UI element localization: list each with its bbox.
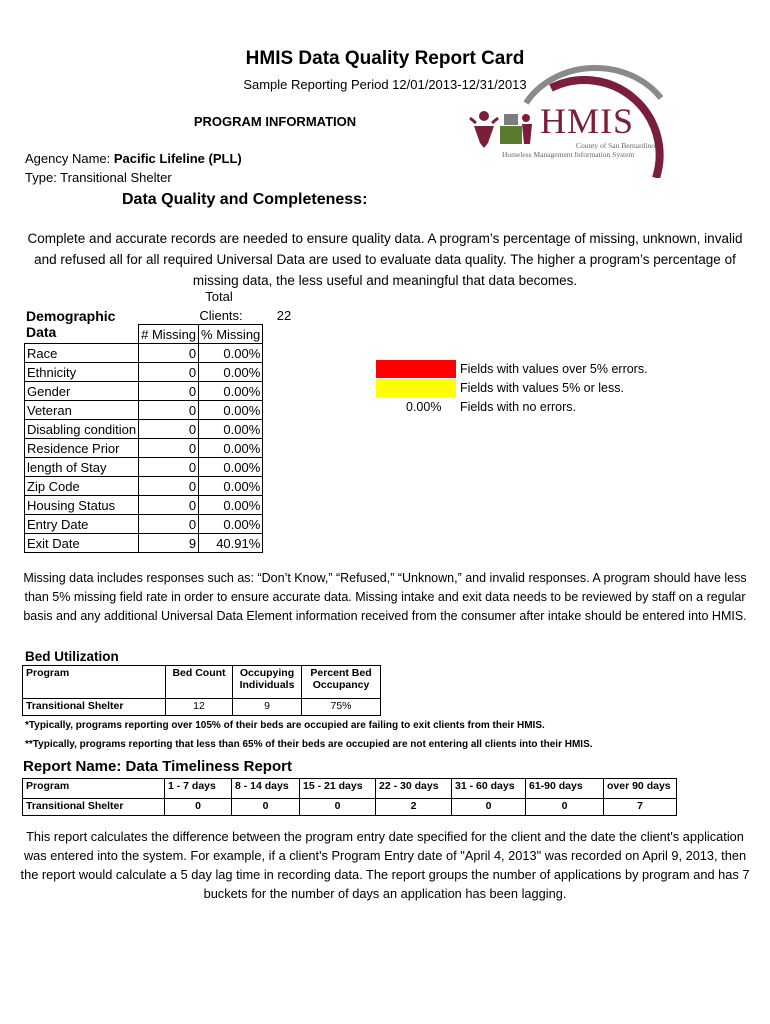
row-pct: 0.00%	[199, 363, 263, 382]
bed-occupying: 9	[233, 699, 302, 716]
tl-val-15-21: 0	[300, 799, 376, 816]
tl-val-over-90: 7	[604, 799, 677, 816]
row-label: Gender	[25, 382, 139, 401]
row-label: length of Stay	[25, 458, 139, 477]
bed-utilization-table	[22, 665, 381, 716]
col-pct-header: % Missing	[199, 325, 263, 344]
logo-county: County of San Bernardino	[576, 141, 655, 150]
logo-acronym: HMIS	[540, 101, 635, 141]
logo-person-body	[474, 126, 494, 148]
timeliness-description: This report calculates the difference between the program entry date specified for the client and the date the client's application was entered into the system. For example, if a client's Program Entry date of "April 4, 2013" was recorded on April 9, 2013, then the report would calculate a 5 day lag time in recording data. The report groups the number of applications by program and has 7 buckets for the number of days an application has been lagging.	[20, 829, 750, 901]
report-title: HMIS Data Quality Report Card	[245, 48, 525, 69]
demographic-header-blank	[25, 325, 139, 344]
bed-note-under: **Typically, programs reporting that less than 65% of their beds are occupied are not entering all clients into their HMIS.	[25, 739, 593, 750]
tl-col-over-90: over 90 days	[604, 779, 677, 799]
row-label: Disabling condition	[25, 420, 139, 439]
row-missing: 0	[139, 420, 199, 439]
tl-col-15-21: 15 - 21 days	[300, 779, 376, 799]
program-information-label: PROGRAM INFORMATION	[193, 114, 357, 129]
row-label: Ethnicity	[25, 363, 139, 382]
row-missing: 9	[139, 534, 199, 553]
row-missing: 0	[139, 477, 199, 496]
tl-val-31-60: 0	[452, 799, 526, 816]
logo-system-name: Homeless Management Information System	[502, 150, 635, 159]
legend-zero-text: Fields with no errors.	[460, 400, 577, 414]
tl-val-1-7: 0	[165, 799, 232, 816]
table-row	[25, 534, 263, 553]
legend-yellow-row	[376, 379, 676, 397]
table-row	[25, 496, 263, 515]
timeliness-table	[22, 778, 677, 816]
demographic-table	[24, 324, 263, 553]
row-label: Veteran	[25, 401, 139, 420]
legend-yellow-text: Fields with values 5% or less.	[460, 381, 624, 395]
table-row	[23, 699, 381, 716]
row-missing: 0	[139, 382, 199, 401]
agency-name: Pacific Lifeline (PLL)	[113, 151, 242, 166]
timeliness-header-row	[23, 779, 677, 799]
tl-col-8-14: 8 - 14 days	[232, 779, 300, 799]
row-pct: 0.00%	[199, 515, 263, 534]
tl-program: Transitional Shelter	[23, 799, 165, 816]
logo-person2-head	[522, 114, 530, 122]
logo-desk	[500, 126, 522, 144]
demographic-heading: Demographic Data	[26, 308, 116, 340]
reporting-period: Sample Reporting Period 12/01/2013-12/31/2013	[243, 77, 527, 92]
legend-red-swatch	[376, 360, 456, 378]
row-pct: 0.00%	[199, 420, 263, 439]
tl-col-1-7: 1 - 7 days	[165, 779, 232, 799]
bed-note-over: *Typically, programs reporting over 105% of their beds are occupied are failing to exit clients from their HMIS.	[25, 720, 545, 731]
logo-person-head	[479, 111, 489, 121]
legend-zero-row	[376, 398, 676, 416]
row-pct: 0.00%	[199, 382, 263, 401]
agency-label: Agency Name:	[25, 151, 114, 166]
missing-data-note: Missing data includes responses such as: “Don’t Know,” “Refused,” “Unknown,” and invalid responses. A program should have less than 5% missing field rate in order to ensure accurate data. Missing intake and exit data needs to be reviewed by staff on a regular basis and any additional Universal Data Element information received from the consumer after intake should be entered into HMIS.	[23, 571, 747, 623]
row-label: Entry Date	[25, 515, 139, 534]
legend-yellow-swatch	[376, 379, 456, 397]
bed-col-program: Program	[23, 666, 166, 699]
table-row	[25, 382, 263, 401]
bed-col-percent: Percent Bed Occupancy	[302, 666, 381, 699]
table-row	[25, 363, 263, 382]
row-missing: 0	[139, 515, 199, 534]
data-quality-heading: Data Quality and Completeness:	[122, 191, 368, 208]
bed-count: 12	[166, 699, 233, 716]
tl-val-8-14: 0	[232, 799, 300, 816]
row-missing: 0	[139, 401, 199, 420]
bed-program: Transitional Shelter	[23, 699, 166, 716]
program-type: Type: Transitional Shelter	[25, 170, 172, 185]
col-missing-header: # Missing	[139, 325, 199, 344]
row-pct: 40.91%	[199, 534, 263, 553]
bed-col-count: Bed Count	[166, 666, 233, 699]
tl-val-22-30: 2	[376, 799, 452, 816]
row-missing: 0	[139, 458, 199, 477]
row-pct: 0.00%	[199, 344, 263, 363]
tl-col-61-90: 61-90 days	[526, 779, 604, 799]
demographic-header-row	[25, 325, 263, 344]
row-label: Race	[25, 344, 139, 363]
tl-col-22-30: 22 - 30 days	[376, 779, 452, 799]
logo-arc-gray	[526, 68, 661, 103]
tl-val-61-90: 0	[526, 799, 604, 816]
clients-value: 22	[276, 308, 292, 323]
data-quality-intro: Complete and accurate records are needed to ensure quality data. A program’s percentage of missing, unknown, invalid and refused all for all required Universal Data are used to evaluate data quality. The higher a program’s percentage of missing data, the less useful and meaningful that data becomes.	[27, 231, 743, 288]
bed-header-row	[23, 666, 381, 699]
bed-col-occupying: Occupying Individuals	[233, 666, 302, 699]
row-pct: 0.00%	[199, 458, 263, 477]
table-row	[25, 344, 263, 363]
row-pct: 0.00%	[199, 439, 263, 458]
row-missing: 0	[139, 496, 199, 515]
clients-label: Clients:	[199, 308, 243, 323]
agency-line	[25, 151, 242, 166]
hmis-logo	[466, 48, 676, 178]
legend-red-row	[376, 360, 676, 378]
tl-col-31-60: 31 - 60 days	[452, 779, 526, 799]
table-row	[25, 439, 263, 458]
total-label: Total	[205, 289, 233, 304]
table-row	[25, 477, 263, 496]
row-label: Exit Date	[25, 534, 139, 553]
row-pct: 0.00%	[199, 496, 263, 515]
bed-percent: 75%	[302, 699, 381, 716]
legend-zero-pct: 0.00%	[406, 400, 442, 414]
table-row	[25, 458, 263, 477]
tl-col-program: Program	[23, 779, 165, 799]
row-label: Zip Code	[25, 477, 139, 496]
row-missing: 0	[139, 344, 199, 363]
bed-utilization-heading: Bed Utilization	[25, 649, 119, 664]
logo-computer	[504, 114, 518, 125]
table-row	[25, 420, 263, 439]
row-pct: 0.00%	[199, 477, 263, 496]
table-row	[23, 799, 677, 816]
timeliness-heading: Report Name: Data Timeliness Report	[23, 758, 292, 775]
row-missing: 0	[139, 363, 199, 382]
table-row	[25, 401, 263, 420]
logo-person2-body	[522, 124, 532, 144]
row-pct: 0.00%	[199, 401, 263, 420]
row-label: Residence Prior	[25, 439, 139, 458]
legend-red-text: Fields with values over 5% errors.	[460, 362, 648, 376]
row-label: Housing Status	[25, 496, 139, 515]
row-missing: 0	[139, 439, 199, 458]
table-row	[25, 515, 263, 534]
